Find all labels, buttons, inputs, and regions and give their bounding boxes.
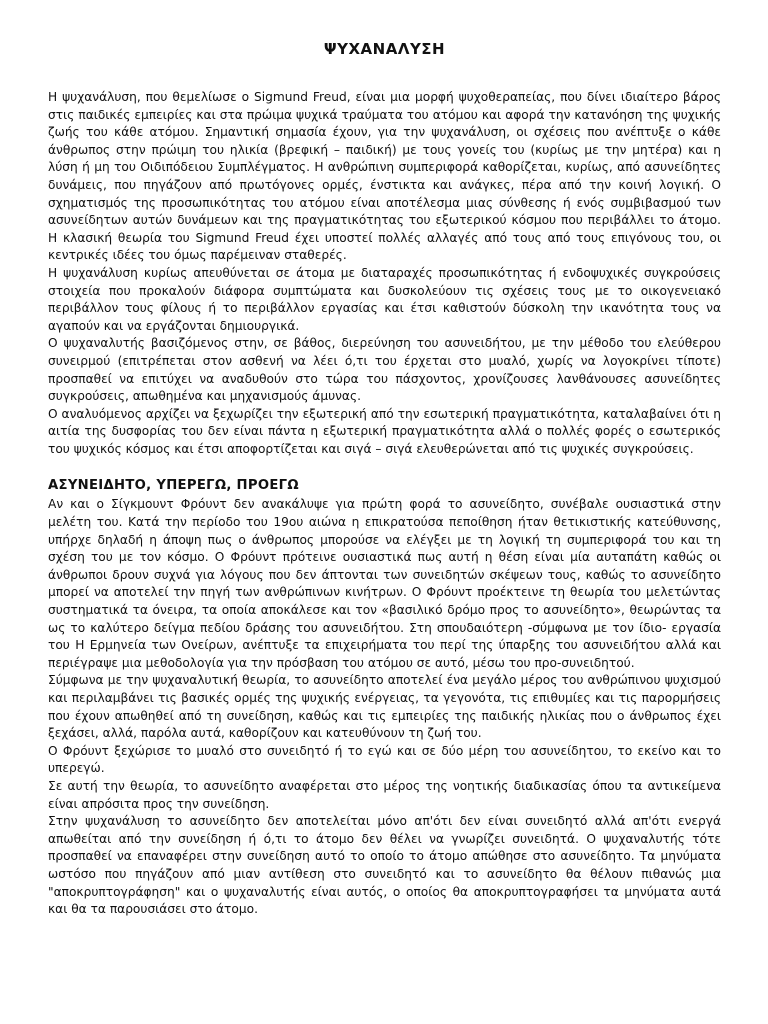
intro-paragraph-3: Ο ψυχαναλυτής βασιζόμενος στην, σε βάθος, διερεύνηση του ασυνειδήτου, με την μέθοδο του ελεύθερου συνειρμού (επιτρέπεται στον ασθενή να λέει ό,τι του έρχεται στο μυαλό, χωρίς να λογοκρίνει τίποτε) προσπαθεί να επιτύχει να αναδυθούν στο τώρα του πάσχοντος, χρονίζουσες λανθάνουσες ασυνείδητες συγκρούσεις, απωθημένα και μηχανισμούς άμυνας. xyxy=(48,336,721,404)
intro-paragraph-2: Η ψυχανάλυση κυρίως απευθύνεται σε άτομα με διαταραχές προσωπικότητας ή ενδοψυχικές συγκρούσεις στοιχεία που προκαλούν διάφορα συμπτώματα και δυσκολεύουν τις σχέσεις τους με το οικογενειακό περιβάλλον τους φίλους ή το περιβάλλον εργασίας και έτσι καθιστούν δύσκολη την ικανότητα τους να αγαπούν και να εργάζονται δημιουργικά. xyxy=(48,265,721,333)
section-paragraph-2: Σύμφωνα με την ψυχαναλυτική θεωρία, το ασυνείδητο αποτελεί ένα μεγάλο μέρος του ανθρώπινου ψυχισμού και περιλαμβάνει τις βασικές ορμές της ψυχικής ενέργειας, τα γεγονότα, τις επιθυμίες και τις παρορμήσεις που έχουν απωθηθεί από τη συνείδηση, καθώς και τις εμπειρίες της παιδικής ηλικίας που ο άνθρωπος έχει ξεχάσει, αλλά, παρόλα αυτά, καθορίζουν και κατευθύνουν τη ζωή του. xyxy=(48,673,721,741)
section-paragraph-5: Στην ψυχανάλυση το ασυνείδητο δεν αποτελείται μόνο απ'ότι δεν είναι συνειδητό αλλά απ'ότι ενεργά απωθείται από την συνείδηση ή ό,τι το άτομο δεν θέλει να γνωρίζει συνειδητά. Ο ψυχαναλυτής τότε προσπαθεί να επαναφέρει στην συνείδηση αυτό το οποίο το άτομο απώθησε στο ασυνείδητο. Τα μηνύματα ωστόσο που πηγάζουν από μιαν αντίθεση στο συνειδητό και το ασυνείδητο θα θέλουν πιθανώς μια "αποκρυπτογράφηση" και ο ψυχαναλυτής είναι αυτός, ο οποίος θα αποκρυπτογραφήσει τα μηνύματα αυτά και θα τα παρουσιάσει στο άτομο. xyxy=(48,814,721,917)
section-paragraph-1: Αν και ο Σίγκμουντ Φρόυντ δεν ανακάλυψε για πρώτη φορά το ασυνείδητο, συνέβαλε ουσιαστικά στην μελέτη του. Κατά την περίοδο του 19ου αιώνα η επικρατούσα πεποίθηση ήταν θετικιστικής κατεύθυνσης, υπήρχε δηλαδή η άποψη πως ο άνθρωπος μπορούσε να ελέγξει με τη λογική τη συμπεριφορά του και τη σχέση του με τον κόσμο. Ο Φρόυντ πρότεινε ουσιαστικά πως αυτή η θέση είναι μία αυταπάτη καθώς οι άνθρωποι δρουν συχνά για λόγους που δεν άπτονται των συνειδητών σκέψεων τους, καθώς το ασυνείδητο μπορεί να αποτελεί την πηγή των ανθρώπινων κινήτρων. Ο Φρόυντ προέκτεινε τη θεωρία του μελετώντας συστηματικά τα όνειρα, τα οποία αποκάλεσε και τον «βασιλικό δρόμο προς το ασυνείδητο», θεωρώντας τα ως το καλύτερο δείγμα πεδίου δράσης του ασυνειδήτου. Στη σπουδαιότερη -σύμφωνα με τον ίδιο- εργασία του Η Ερμηνεία των Ονείρων, ανέπτυξε τα επιχειρήματα του περί της ύπαρξης του ασυνειδήτου αλλά και περιέγραψε μια μεθοδολογία για την πρόσβαση του ατόμου σε αυτό, μέσω του προ-συνειδητού. xyxy=(48,497,721,670)
section-heading: ΑΣΥΝΕΙΔΗΤΟ, ΥΠΕΡΕΓΩ, ΠΡΟΕΓΩ xyxy=(48,478,299,494)
unconscious-section xyxy=(48,478,721,918)
section-paragraph-4: Σε αυτή την θεωρία, το ασυνείδητο αναφέρεται στο μέρος της νοητικής διαδικασίας όπου τα αντικείμενα είναι απρόσιτα προς την συνείδηση. xyxy=(48,778,721,811)
intro-section xyxy=(48,89,721,458)
intro-paragraph-4: Ο αναλυόμενος αρχίζει να ξεχωρίζει την εξωτερική από την εσωτερική πραγματικότητα, καταλαβαίνει ότι η αιτία της δυσφορίας του δεν είναι πάντα η εξωτερική πραγματικότητα αλλά ο πολλές φορές ο εσωτερικός του ψυχικός κόσμος και έτσι αποφορτίζεται και σιγά – σιγά ελευθερώνεται από τις ψυχικές συγκρούσεις. xyxy=(48,406,721,456)
section-paragraph-3: Ο Φρόυντ ξεχώρισε το μυαλό στο συνειδητό ή το εγώ και σε δύο μέρη του ασυνείδητου, το εκείνο και το υπερεγώ. xyxy=(48,743,721,776)
document-title: ΨΥΧΑΝΑΛΥΣΗ xyxy=(323,40,446,58)
intro-paragraph-1: Η ψυχανάλυση, που θεμελίωσε ο Sigmund Freud, είναι μια μορφή ψυχοθεραπείας, που δίνει ιδιαίτερο βάρος στις παιδικές εμπειρίες και στα πρώιμα ψυχικά τραύματα του ατόμου και αφορά την κατανόηση της ψυχικής ζωής του κάθε ατόμου. Σημαντική σημασία έχουν, για την ψυχανάλυση, οι σχέσεις που ανέπτυξε ο κάθε άνθρωπος στην πρώιμη του ηλικία (βρεφική – παιδική) με τους γονείς του (κυρίως με την μητέρα) και η λύση ή μη του Οιδιπόδειου Συμπλέγματος. Η ανθρώπινη συμπεριφορά καθορίζεται, κυρίως, από ασυνείδητες δυνάμεις, που πηγάζουν από πρωτόγονες ορμές, ένστικτα και ανάγκες, πέρα από την κοινή λογική. Ο σχηματισμός της προσωπικότητας του ατόμου είναι αποτέλεσμα μιας σύνθεσης ή ενός συμβιβασμού των ασυνείδητων αυτών δυνάμεων και της πραγματικότητας του εξωτερικού κόσμου που περιβάλλει το άτομο. Η κλασική θεωρία του Sigmund Freud έχει υποστεί πολλές αλλαγές από τους από τους επιγόνους του, οι κεντρικές ιδέες του όμως παρέμειναν σταθερές. xyxy=(48,90,721,263)
document-page xyxy=(48,40,721,919)
